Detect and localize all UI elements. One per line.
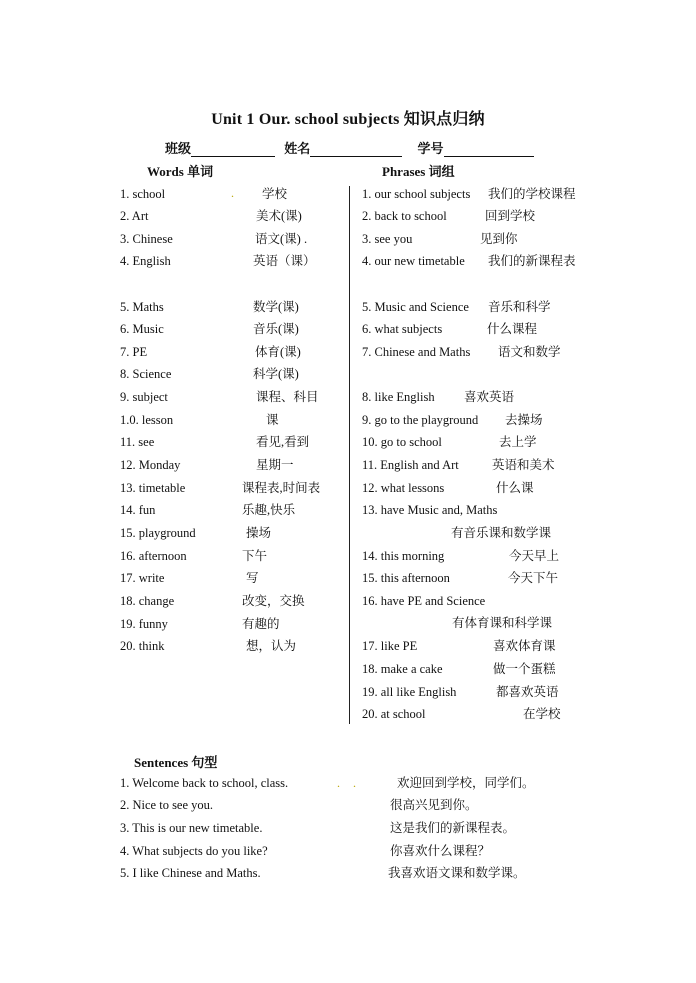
- english-text: 2. Nice to see you.: [120, 798, 214, 812]
- chinese-text: 去操场: [505, 413, 543, 427]
- class-blank[interactable]: [191, 142, 275, 157]
- english-text: 1. our school subjects: [362, 187, 471, 201]
- english-text: 9. subject: [120, 390, 168, 404]
- sentences-heading: Sentences 句型: [134, 755, 218, 770]
- chinese-text: 体育(课): [255, 345, 301, 359]
- chinese-text: 这是我们的新课程表。: [390, 821, 516, 835]
- english-text: 1.0. lesson: [120, 413, 174, 427]
- chinese-text: 学校: [262, 187, 288, 201]
- chinese-text: 课程表,时间表: [242, 481, 321, 495]
- stray-dot: .: [353, 776, 356, 790]
- english-text: 11. see: [120, 435, 155, 449]
- chinese-text: 语文和数学: [498, 345, 561, 359]
- chinese-text: 改变，交换: [242, 594, 305, 608]
- chinese-text: 下午: [242, 549, 268, 563]
- english-text: 8. like English: [362, 390, 435, 404]
- chinese-text: 乐趣,快乐: [242, 503, 296, 517]
- english-text: 13. have Music and, Maths: [362, 503, 498, 517]
- chinese-text: 语文(课) .: [255, 232, 308, 246]
- chinese-text: 我喜欢语文课和数学课。: [388, 866, 526, 880]
- chinese-text: 英语（课）: [253, 254, 316, 268]
- chinese-text: 很高兴见到你。: [390, 798, 478, 812]
- english-text: 11. English and Art: [362, 458, 459, 472]
- english-text: 4. our new timetable: [362, 254, 465, 268]
- chinese-text: 喜欢英语: [464, 390, 515, 404]
- english-text: 6. what subjects: [362, 322, 443, 336]
- english-text: 3. Chinese: [120, 232, 173, 246]
- english-text: 7. PE: [120, 345, 148, 359]
- chinese-text: 今天早上: [509, 549, 560, 563]
- chinese-text: 写: [246, 571, 259, 585]
- english-text: 2. Art: [120, 209, 149, 223]
- english-text: 10. go to school: [362, 435, 442, 449]
- chinese-text: 音乐和科学: [488, 300, 551, 314]
- stray-dot: .: [337, 776, 340, 790]
- chinese-text: 在学校: [523, 707, 561, 721]
- phrases-heading: Phrases 词组: [382, 164, 455, 179]
- english-text: 16. afternoon: [120, 549, 187, 563]
- english-text: 1. school: [120, 187, 166, 201]
- english-text: 17. like PE: [362, 639, 418, 653]
- chinese-text: 我们的学校课程: [488, 187, 576, 201]
- chinese-text: 回到学校: [485, 209, 536, 223]
- english-text: 12. Monday: [120, 458, 181, 472]
- english-text: 4. English: [120, 254, 171, 268]
- english-text: 15. playground: [120, 526, 196, 540]
- english-text: 9. go to the playground: [362, 413, 479, 427]
- english-text: 2. back to school: [362, 209, 447, 223]
- english-text: 3. This is our new timetable.: [120, 821, 263, 835]
- chinese-text: 星期一: [256, 458, 294, 472]
- page-title: Unit 1 Our. school subjects 知识点归纳: [211, 111, 485, 128]
- chinese-text: 有音乐课和数学课: [451, 526, 552, 540]
- english-text: 5. Music and Science: [362, 300, 469, 314]
- chinese-text: 科学(课): [253, 367, 299, 381]
- chinese-text: 欢迎回到学校，同学们。: [397, 776, 535, 790]
- name-label: 姓名: [284, 141, 311, 156]
- chinese-text: 去上学: [499, 435, 537, 449]
- chinese-text: 你喜欢什么课程？: [390, 844, 491, 858]
- chinese-text: 操场: [246, 526, 272, 540]
- chinese-text: 想，认为: [246, 639, 297, 653]
- english-text: 17. write: [120, 571, 165, 585]
- chinese-text: 今天下午: [508, 571, 559, 585]
- chinese-text: 数学(课): [253, 300, 299, 314]
- chinese-text: 有体育课和科学课: [452, 616, 553, 630]
- chinese-text: 见到你: [480, 232, 518, 246]
- stray-dot: .: [231, 186, 234, 200]
- english-text: 16. have PE and Science: [362, 594, 486, 608]
- english-text: 13. timetable: [120, 481, 186, 495]
- english-text: 7. Chinese and Maths: [362, 345, 471, 359]
- english-text: 19. funny: [120, 617, 168, 631]
- chinese-text: 课: [266, 413, 279, 427]
- english-text: 14. fun: [120, 503, 156, 517]
- chinese-text: 音乐(课): [253, 322, 299, 336]
- chinese-text: 看见,看到: [256, 435, 310, 449]
- chinese-text: 有趣的: [242, 617, 280, 631]
- english-text: 20. think: [120, 639, 165, 653]
- english-text: 20. at school: [362, 707, 426, 721]
- chinese-text: 什么课程: [487, 322, 538, 336]
- english-text: 3. see you: [362, 232, 413, 246]
- chinese-text: 做一个蛋糕: [493, 662, 556, 676]
- chinese-text: 我们的新课程表: [488, 254, 576, 268]
- chinese-text: 都喜欢英语: [496, 685, 559, 699]
- english-text: 19. all like English: [362, 685, 457, 699]
- english-text: 12. what lessons: [362, 481, 445, 495]
- chinese-text: 什么课: [496, 481, 534, 495]
- chinese-text: 英语和美术: [492, 458, 555, 472]
- english-text: 6. Music: [120, 322, 164, 336]
- english-text: 14. this morning: [362, 549, 445, 563]
- english-text: 8. Science: [120, 367, 172, 381]
- english-text: 1. Welcome back to school, class.: [120, 776, 289, 790]
- chinese-text: 课程、科目: [256, 390, 319, 404]
- english-text: 4. What subjects do you like?: [120, 844, 268, 858]
- english-text: 5. Maths: [120, 300, 164, 314]
- chinese-text: 喜欢体育课: [493, 639, 556, 653]
- english-text: 5. I like Chinese and Maths.: [120, 866, 261, 880]
- column-divider: [349, 186, 350, 724]
- class-label: 班级: [165, 141, 192, 156]
- english-text: 18. make a cake: [362, 662, 443, 676]
- number-blank[interactable]: [444, 142, 534, 157]
- english-text: 18. change: [120, 594, 175, 608]
- words-heading: Words 单词: [147, 164, 214, 179]
- english-text: 15. this afternoon: [362, 571, 450, 585]
- chinese-text: 美术(课): [256, 209, 302, 223]
- name-blank[interactable]: [310, 142, 402, 157]
- number-label: 学号: [417, 141, 444, 156]
- student-info-line: [165, 138, 534, 157]
